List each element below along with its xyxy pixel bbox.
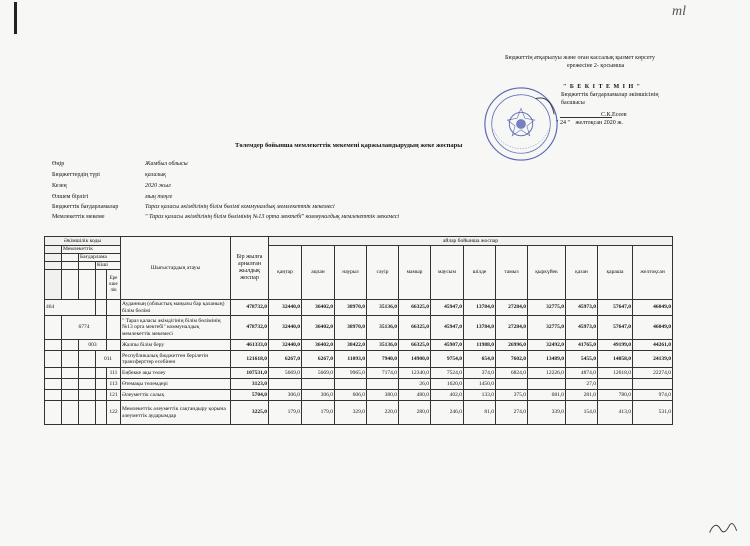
row-annual: 107531,0 [231,368,269,379]
cell-month: 45907,0 [431,340,464,351]
row-name: Республикалық бюджеттен берілетін трансферттер есебінен [121,351,231,368]
cell-month: 6267,0 [269,351,302,368]
cell-month: 57647,0 [598,300,633,316]
info-row-period [52,182,472,191]
page-edge-mark [14,2,17,34]
cell-month: 281,0 [566,390,598,401]
header-program: Бағдарлама [79,254,121,262]
cell-month: 32440,0 [269,316,302,340]
row-annual: 461333,0 [231,340,269,351]
table-row [45,351,673,368]
cell-month: 5455,0 [566,351,598,368]
cell-month: 974,0 [633,390,673,401]
cell-month: 38970,0 [335,316,367,340]
row-annual: 5704,0 [231,390,269,401]
cell-month [528,379,566,390]
header-monthly-plan: айлар бойынша жоспар [269,237,673,246]
cell-month: 7174,0 [367,368,399,379]
cell-month: 32440,0 [269,340,302,351]
cell-month: 45973,0 [566,300,598,316]
cell-month: 480,0 [399,390,431,401]
approval-line-2: ережесіне 2- қосымша [567,63,625,69]
cell-month: 9754,0 [431,351,464,368]
info-row-unit [52,193,472,202]
header-expense-name: Шығыстардың атауы [121,237,231,300]
cell-month: 35136,0 [367,316,399,340]
month-feb: ақпан [302,246,335,300]
cell-month: 66325,0 [399,340,431,351]
cell-month: 413,0 [598,401,633,425]
cell-month: 246,0 [431,401,464,425]
info-label: Бюджеттердің түрі [52,172,100,178]
info-row-budget-type [52,171,472,180]
cell-month: 81,0 [464,401,496,425]
cell-month: 11988,0 [464,340,496,351]
cell-month: 36402,0 [302,340,335,351]
code-specific: 122 [107,401,121,425]
cell-month: 1620,0 [431,379,464,390]
signature-scribble [706,518,742,540]
cell-month: 45973,0 [566,316,598,340]
info-label: Бюджеттік бағдарламалар [52,204,119,210]
cell-month: 11093,0 [335,351,367,368]
cell-month: 57647,0 [598,316,633,340]
row-name: Әлеуметтік салық [121,390,231,401]
cell-month: 13784,0 [464,300,496,316]
month-may: мамыр [399,246,431,300]
cell-month [598,379,633,390]
cell-month: 7940,0 [367,351,399,368]
document-title: Төлемдер бойынша мемлекеттік мекемені қаржыландырудың жеке жоспары [235,142,463,149]
cell-month: 179,0 [302,401,335,425]
info-row-programs [52,203,472,212]
cell-month: 45947,0 [431,300,464,316]
code-program: 003 [79,340,107,351]
cell-month: 133,0 [464,390,496,401]
row-name: " Тараз қаласы әкімдігінің білім бөлімінің №13 орта мектебі" коммуналдық мемлекеттік мекемесі [121,316,231,340]
cell-month: 14900,0 [399,351,431,368]
approved-heading: " Б Е К І Т Е М І Н " [563,84,641,90]
cell-month: 179,0 [269,401,302,425]
cell-month: 13489,0 [528,351,566,368]
info-label: Кезең [52,183,67,189]
code-admin: 464 [45,300,96,316]
table-row [45,316,673,340]
code-specific: 113 [107,379,121,390]
cell-month: 45947,0 [431,316,464,340]
header-row-1 [45,237,673,246]
code-specific: 111 [107,368,121,379]
cell-month: 780,0 [598,390,633,401]
cell-month [335,379,367,390]
cell-month: 22274,0 [633,368,673,379]
cell-month: 35136,0 [367,340,399,351]
row-annual: 478732,0 [231,300,269,316]
cell-month: 5669,0 [269,368,302,379]
cell-month: 654,0 [464,351,496,368]
header-admin-code: Әкімшілік коды [45,237,121,246]
date-day: " 24 " [556,120,570,126]
cell-month: 681,0 [528,390,566,401]
table-row [45,379,673,390]
row-annual: 3225,0 [231,401,269,425]
cell-month [367,379,399,390]
info-value: мың теңге [145,194,173,200]
month-jan: қаңтар [269,246,302,300]
date-rest: желтоқсан 2020 ж. [575,120,623,126]
cell-month: 66325,0 [399,316,431,340]
cell-month: 1450,0 [464,379,496,390]
cell-month: 306,0 [269,390,302,401]
cell-month: 35136,0 [367,300,399,316]
cell-month: 280,0 [399,401,431,425]
month-oct: қазан [566,246,598,300]
info-label: Мемлекеттік мекеме [52,214,105,220]
cell-month: 154,0 [566,401,598,425]
cell-month: 6267,0 [302,351,335,368]
header-annual-plan: Бір жылға арналған жылдық жоспар [231,237,269,300]
cell-month: 220,0 [367,401,399,425]
table-row [45,368,673,379]
cell-month: 606,0 [335,390,367,401]
cell-month: 402,0 [431,390,464,401]
cell-month: 32440,0 [269,300,302,316]
cell-month: 306,0 [302,390,335,401]
cell-month [302,379,335,390]
table-row [45,401,673,425]
cell-month: 32775,0 [528,300,566,316]
info-label: Өңір [52,161,65,167]
head-label: басшысы [561,100,585,106]
cell-month: 5669,0 [302,368,335,379]
code-state: 6774 [62,316,107,340]
cell-month: 27,0 [566,379,598,390]
code-subprogram: 011 [96,351,121,368]
cell-month: 13784,0 [464,316,496,340]
program-admin-label: Бюджеттік бағдарламалар әкімшісінің [561,92,659,98]
cell-month: 49199,0 [598,340,633,351]
month-nov: қараша [598,246,633,300]
cell-month: 12340,0 [399,368,431,379]
cell-month: 26996,0 [496,340,528,351]
cell-month [269,379,302,390]
code-specific: 121 [107,390,121,401]
cell-month: 380,0 [367,390,399,401]
cell-month: 41765,0 [566,340,598,351]
corner-scribble: ml [672,4,686,19]
table-row [45,300,673,316]
row-annual: 121618,0 [231,351,269,368]
info-value: қалалық [145,172,166,178]
row-name: Ауданның (облыстық маңызы бар қаланың) білім бөлімі [121,300,231,316]
row-name: Жалпы білім беру [121,340,231,351]
table-row [45,340,673,351]
cell-month: 9965,0 [335,368,367,379]
cell-month: 38970,0 [335,300,367,316]
cell-month: 274,0 [496,401,528,425]
info-value: " Тараз қаласы әкімдігінің білім бөлімінің №13 орта мектебі" коммуналдық мемлекеттік мекемесі [145,214,400,220]
row-annual: 478732,0 [231,316,269,340]
cell-month: 7602,0 [496,351,528,368]
row-name: Еңбекке ақы төлеу [121,368,231,379]
cell-month: 44261,0 [633,340,673,351]
signer-name: С.К.Есеев [601,112,627,118]
cell-month [496,379,528,390]
cell-month: 531,0 [633,401,673,425]
cell-month: 339,0 [528,401,566,425]
row-name: Өтемақы төлемдері [121,379,231,390]
approval-line-1: Бюджеттің атқарылуы және оған кассалық қызмет көрсету [505,55,656,61]
month-jul: шілде [464,246,496,300]
cell-month: 374,0 [464,368,496,379]
info-label: Өлшем бірлігі [52,194,89,200]
cell-month: 36402,0 [302,316,335,340]
cell-month: 7524,0 [431,368,464,379]
signature-line [560,117,612,118]
cell-month [633,379,673,390]
cell-month: 329,0 [335,401,367,425]
cell-month: 66325,0 [399,300,431,316]
cell-month: 32492,0 [528,340,566,351]
month-aug: тамыз [496,246,528,300]
cell-month: 27284,0 [496,300,528,316]
cell-month: 4874,0 [566,368,598,379]
cell-month: 14058,0 [598,351,633,368]
header-state: Мемлекеттік [62,246,121,254]
table-row [45,390,673,401]
cell-month: 27284,0 [496,316,528,340]
cell-month: 36402,0 [302,300,335,316]
official-seal-stamp [482,85,560,163]
cell-month: 375,0 [496,390,528,401]
header-specific: Ере кше лік [107,270,121,300]
month-jun: маусым [431,246,464,300]
row-name: Мемлекеттік әлеуметтік сақтандыру қорына әлеуметтік аударымдар [121,401,231,425]
month-apr: сәуір [367,246,399,300]
info-value: Тараз қаласы әкімдігінің білім бөлімі коммуналдық мемлекеттік мекемесі [145,204,335,210]
financing-plan-table [44,236,673,425]
cell-month: 24139,0 [633,351,673,368]
info-value: Жамбыл облысы [145,161,188,167]
month-dec: желтоқсан [633,246,673,300]
row-annual: 3123,0 [231,379,269,390]
header-subprogram: Кіші [96,262,121,270]
month-mar: наурыз [335,246,367,300]
cell-month: 12618,0 [598,368,633,379]
cell-month: 6824,0 [496,368,528,379]
cell-month: 12226,0 [528,368,566,379]
cell-month: 46049,0 [633,300,673,316]
cell-month: 46049,0 [633,316,673,340]
info-row-region [52,160,472,169]
month-sep: қыркүйек [528,246,566,300]
info-value: 2020 жыл [145,183,171,189]
info-row-institution [52,213,472,222]
cell-month: 32775,0 [528,316,566,340]
cell-month: 26,0 [399,379,431,390]
cell-month: 38422,0 [335,340,367,351]
